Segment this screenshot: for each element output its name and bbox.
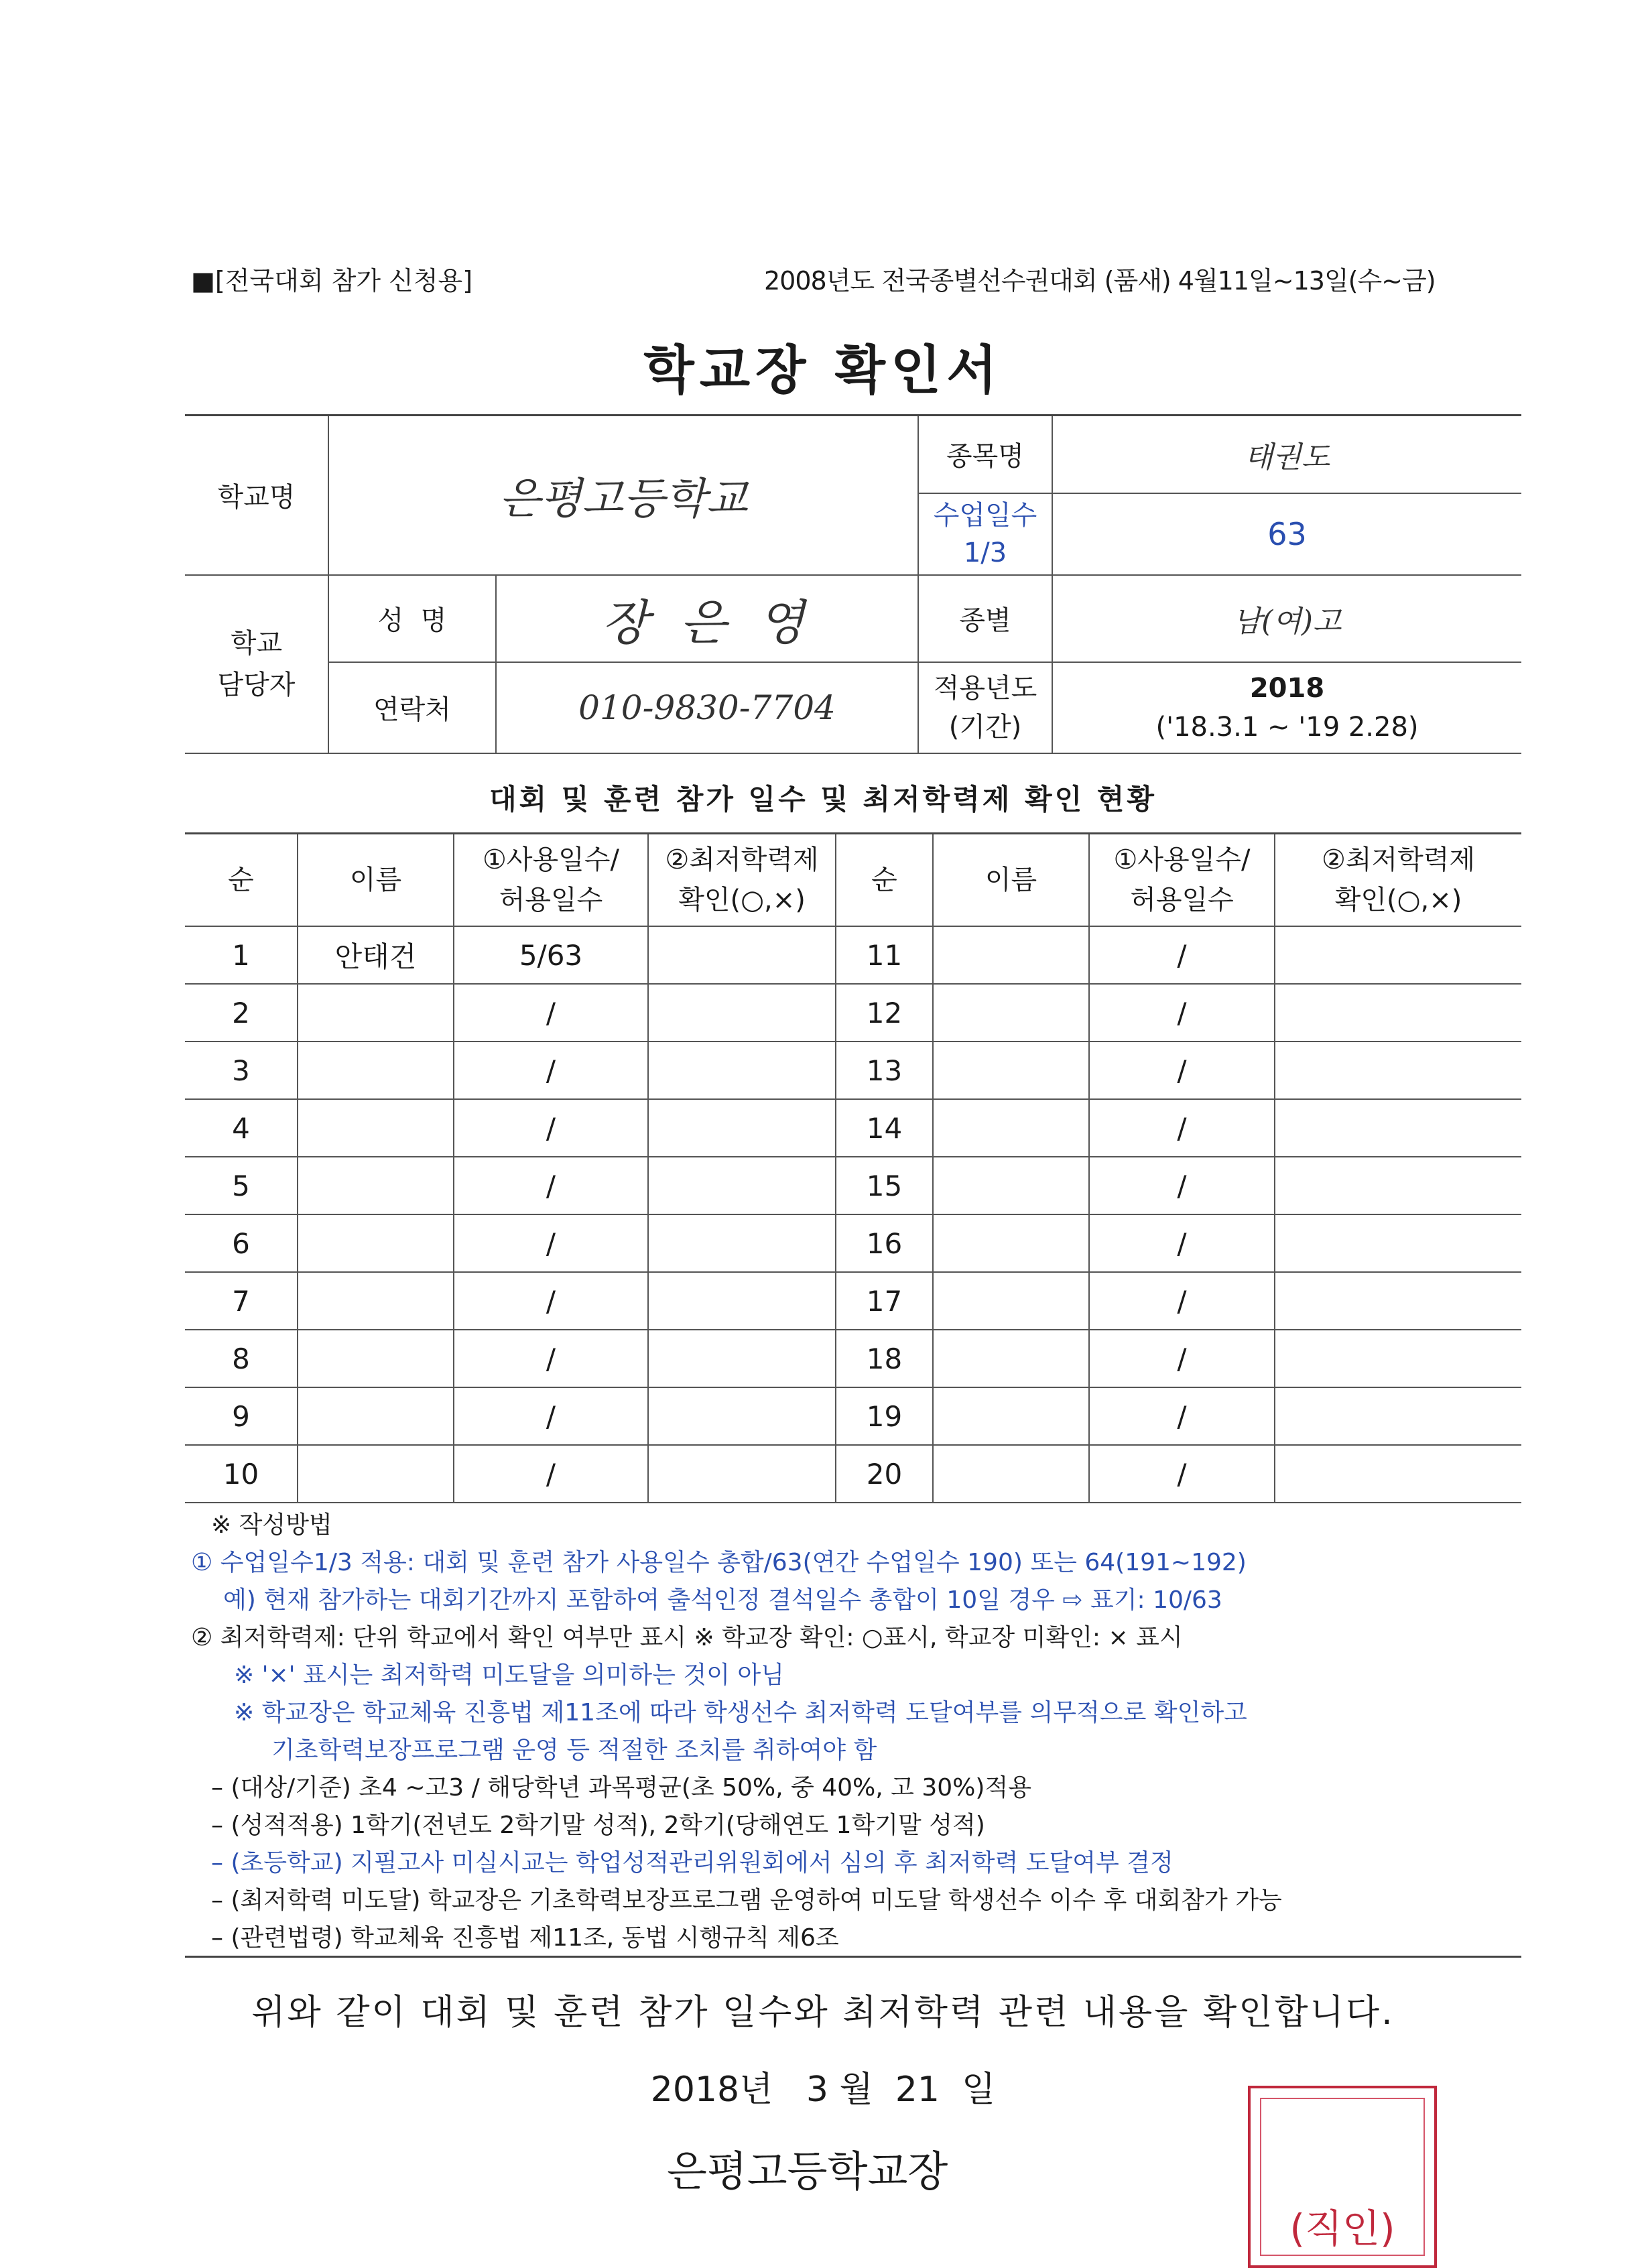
- school-value: 은평고등학교: [328, 416, 918, 575]
- col-header-check: [648, 834, 836, 927]
- info-table: [185, 414, 1521, 754]
- row-name-cell: [933, 1157, 1089, 1214]
- phone-label: 연락처: [328, 662, 496, 753]
- year-label-line2: (기간): [948, 711, 1022, 743]
- instructions-block: [191, 1507, 1525, 1957]
- row-days-cell: /: [454, 1387, 648, 1445]
- days-label-line1: 수업일수: [933, 499, 1037, 531]
- col-header-no: 순: [836, 834, 933, 927]
- instruction-line: 기초학력보장프로그램 운영 등 적절한 조치를 취하여야 함: [271, 1737, 877, 1764]
- event-label: 종목명: [918, 416, 1052, 493]
- row-check-cell: [648, 1445, 836, 1503]
- table-row: [185, 1099, 1521, 1157]
- instruction-line: – (관련법령) 학교체육 진흥법 제11조, 동법 시행규칙 제6조: [211, 1924, 839, 1952]
- year-value: 2018: [1249, 672, 1325, 704]
- col-header-check-line2: 확인(○,×): [678, 885, 806, 916]
- row-no-cell: 3: [185, 1042, 298, 1099]
- col-header-days-line1: ①사용일수/: [1113, 844, 1251, 875]
- instruction-line: ※ '×' 표시는 최저학력 미도달을 의미하는 것이 아님: [234, 1661, 784, 1689]
- row-days-cell: /: [1089, 1387, 1275, 1445]
- participation-table: [185, 832, 1521, 1503]
- principal-name: 은평고등학교장: [667, 2147, 948, 2196]
- row-name-cell: [298, 1272, 454, 1330]
- table-row: [185, 1330, 1521, 1387]
- row-name-cell: [933, 1214, 1089, 1272]
- table-row: [185, 1445, 1521, 1503]
- col-header-days-line1: ①사용일수/: [483, 844, 619, 875]
- instruction-line: – (성적적용) 1학기(전년도 2학기말 성적), 2학기(당해연도 1학기말 성적): [211, 1812, 985, 1839]
- row-days-cell: /: [454, 1042, 648, 1099]
- row-name-cell: [933, 1099, 1089, 1157]
- row-check-cell: [1275, 1330, 1521, 1387]
- row-check-cell: [648, 1042, 836, 1099]
- table-row: [185, 1157, 1521, 1214]
- col-header-check-line1: ②최저학력제: [665, 844, 819, 875]
- row-name-cell: [933, 926, 1089, 984]
- row-name-cell: [933, 1042, 1089, 1099]
- school-label: 학교명: [185, 416, 328, 575]
- row-no-cell: 20: [836, 1445, 933, 1503]
- row-check-cell: [648, 1214, 836, 1272]
- row-check-cell: [648, 1330, 836, 1387]
- col-header-check-line1: ②최저학력제: [1321, 844, 1476, 875]
- year-label: [918, 662, 1052, 753]
- row-no-cell: 15: [836, 1157, 933, 1214]
- row-name-cell: [298, 1042, 454, 1099]
- row-days-cell: /: [1089, 1272, 1275, 1330]
- row-check-cell: [1275, 1387, 1521, 1445]
- row-name-cell: [933, 1387, 1089, 1445]
- col-header-days: [454, 834, 648, 927]
- col-header-name: 이름: [298, 834, 454, 927]
- col-header-days-line2: 허용일수: [1130, 885, 1234, 916]
- contact-group-line2: 담당자: [217, 669, 296, 700]
- row-days-cell: /: [1089, 1330, 1275, 1387]
- instruction-line: – (대상/기준) 초4 ~고3 / 해당학년 과목평균(초 50%, 중 40%, 고 30%)적용: [211, 1774, 1031, 1802]
- row-days-cell: /: [1089, 1157, 1275, 1214]
- row-no-cell: 2: [185, 984, 298, 1042]
- row-check-cell: [1275, 1272, 1521, 1330]
- status-section-title: 대회 및 훈련 참가 일수 및 최저학력제 확인 현황: [489, 783, 1157, 816]
- row-days-cell: /: [1089, 1042, 1275, 1099]
- year-value-cell: [1052, 662, 1521, 753]
- seal-label: (직인): [1289, 2206, 1395, 2251]
- phone-value: 010-9830-7704: [496, 662, 918, 753]
- row-days-cell: /: [1089, 1099, 1275, 1157]
- table-row: [185, 1272, 1521, 1330]
- row-name-cell: [298, 984, 454, 1042]
- row-check-cell: [1275, 926, 1521, 984]
- row-name-cell: [933, 1272, 1089, 1330]
- official-seal: [1248, 2086, 1437, 2268]
- col-header-days-line2: 허용일수: [499, 885, 603, 916]
- divider: [185, 1956, 1521, 1958]
- row-no-cell: 4: [185, 1099, 298, 1157]
- instruction-line: ② 최저학력제: 단위 학교에서 확인 여부만 표시 ※ 학교장 확인: ○표시, 학교장 미확인: × 표시: [191, 1624, 1183, 1651]
- row-check-cell: [1275, 1042, 1521, 1099]
- row-days-cell: /: [1089, 984, 1275, 1042]
- row-no-cell: 7: [185, 1272, 298, 1330]
- instruction-line: – (최저학력 미도달) 학교장은 기초학력보장프로그램 운영하여 미도달 학생선수 이수 후 대회참가 가능: [211, 1887, 1282, 1914]
- row-name-cell: [298, 1214, 454, 1272]
- row-no-cell: 16: [836, 1214, 933, 1272]
- row-days-cell: /: [454, 1157, 648, 1214]
- row-name-cell: 안태건: [298, 926, 454, 984]
- row-no-cell: 14: [836, 1099, 933, 1157]
- confirmation-statement: 위와 같이 대회 및 훈련 참가 일수와 최저학력 관련 내용을 확인합니다.: [251, 1993, 1395, 2033]
- row-days-cell: /: [454, 1272, 648, 1330]
- row-check-cell: [648, 984, 836, 1042]
- name-label: 성 명: [328, 575, 496, 662]
- col-header-no: 순: [185, 834, 298, 927]
- row-check-cell: [1275, 1214, 1521, 1272]
- row-name-cell: [933, 1330, 1089, 1387]
- row-no-cell: 13: [836, 1042, 933, 1099]
- row-no-cell: 12: [836, 984, 933, 1042]
- row-days-cell: /: [1089, 1445, 1275, 1503]
- row-days-cell: /: [454, 1099, 648, 1157]
- row-name-cell: [298, 1387, 454, 1445]
- instruction-line: ① 수업일수1/3 적용: 대회 및 훈련 참가 사용일수 총합/63(연간 수업일수 190) 또는 64(191~192): [191, 1549, 1247, 1576]
- row-no-cell: 1: [185, 926, 298, 984]
- instruction-line: ※ 학교장은 학교체육 진흥법 제11조에 따라 학생선수 최저학력 도달여부를 의무적으로 확인하고: [234, 1699, 1247, 1726]
- instruction-line: – (초등학교) 지필고사 미실시교는 학업성적관리위원회에서 심의 후 최저학력 도달여부 결정: [211, 1849, 1174, 1877]
- row-name-cell: [298, 1445, 454, 1503]
- col-header-days: [1089, 834, 1275, 927]
- row-no-cell: 9: [185, 1387, 298, 1445]
- table-header-row: [185, 834, 1521, 927]
- table-row: [185, 1214, 1521, 1272]
- row-days-cell: /: [1089, 926, 1275, 984]
- col-header-check-line2: 확인(○,×): [1334, 885, 1462, 916]
- row-check-cell: [1275, 1445, 1521, 1503]
- col-header-check: [1275, 834, 1521, 927]
- row-name-cell: [933, 984, 1089, 1042]
- page-title: 학교장 확인서: [643, 340, 1003, 401]
- category-value: 남(여)고: [1052, 575, 1521, 662]
- row-name-cell: [298, 1157, 454, 1214]
- row-no-cell: 8: [185, 1330, 298, 1387]
- col-header-name: 이름: [933, 834, 1089, 927]
- event-value: 태권도: [1052, 416, 1521, 493]
- row-check-cell: [1275, 1099, 1521, 1157]
- table-row: [185, 1387, 1521, 1445]
- row-name-cell: [298, 1330, 454, 1387]
- period-value: ('18.3.1 ~ '19 2.28): [1155, 711, 1419, 743]
- instruction-line: 예) 현재 참가하는 대회기간까지 포함하여 출석인정 결석일수 총합이 10일 경우 ⇨ 표기: 10/63: [223, 1586, 1222, 1614]
- year-label-line1: 적용년도: [933, 672, 1037, 704]
- row-no-cell: 6: [185, 1214, 298, 1272]
- competition-info: 2008년도 전국종별선수권대회 (품새) 4월11일~13일(수~금): [764, 266, 1436, 296]
- row-check-cell: [1275, 1157, 1521, 1214]
- row-name-cell: [933, 1445, 1089, 1503]
- form-type-label: ■[전국대회 참가 신청용]: [191, 266, 473, 296]
- row-check-cell: [648, 1157, 836, 1214]
- table-row: [185, 984, 1521, 1042]
- row-days-cell: 5/63: [454, 926, 648, 984]
- seal-border: [1260, 2098, 1425, 2256]
- row-name-cell: [298, 1099, 454, 1157]
- row-check-cell: [1275, 984, 1521, 1042]
- issue-date: 2018년 3 월 21 일: [650, 2070, 996, 2110]
- contact-group-line1: 학교: [230, 627, 283, 659]
- row-no-cell: 17: [836, 1272, 933, 1330]
- row-check-cell: [648, 926, 836, 984]
- row-days-cell: /: [454, 1214, 648, 1272]
- days-label-line2: 1/3: [963, 537, 1007, 568]
- contact-group-label: [185, 575, 328, 753]
- row-check-cell: [648, 1099, 836, 1157]
- row-days-cell: /: [454, 984, 648, 1042]
- row-days-cell: /: [1089, 1214, 1275, 1272]
- row-check-cell: [648, 1387, 836, 1445]
- name-value: 장 은 영: [496, 575, 918, 662]
- row-days-cell: /: [454, 1330, 648, 1387]
- category-label: 종별: [918, 575, 1052, 662]
- row-no-cell: 5: [185, 1157, 298, 1214]
- row-no-cell: 11: [836, 926, 933, 984]
- instruction-line: ※ 작성방법: [211, 1511, 332, 1539]
- row-check-cell: [648, 1272, 836, 1330]
- table-row: [185, 926, 1521, 984]
- row-no-cell: 19: [836, 1387, 933, 1445]
- table-row: [185, 1042, 1521, 1099]
- days-value: 63: [1052, 493, 1521, 575]
- row-days-cell: /: [454, 1445, 648, 1503]
- row-no-cell: 18: [836, 1330, 933, 1387]
- days-label: [918, 493, 1052, 575]
- row-no-cell: 10: [185, 1445, 298, 1503]
